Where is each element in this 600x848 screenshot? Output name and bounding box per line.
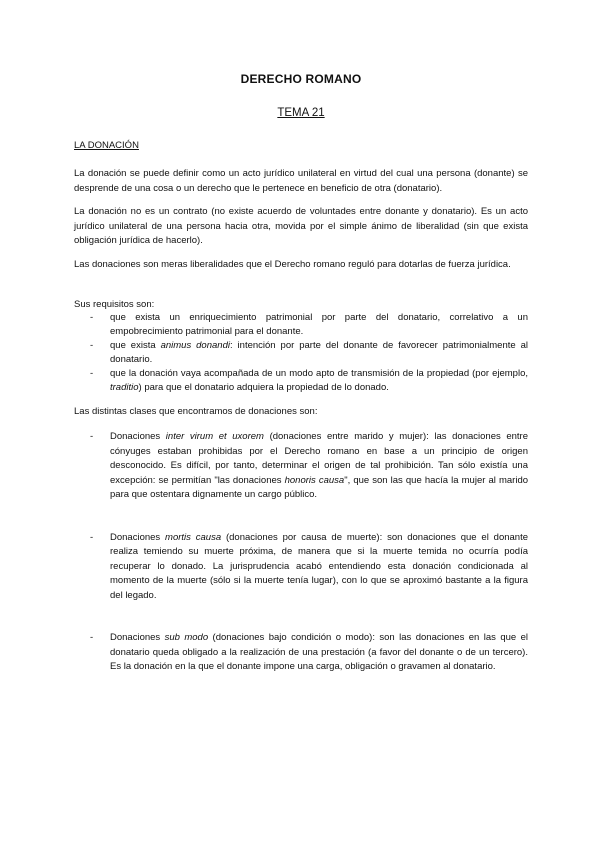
liberalities-paragraph: Las donaciones son meras liberalidades que el Derecho romano reguló para dotarlas de fuerza jurídica. [74,259,511,270]
class-text-post: (donaciones por causa de muerte): son donaciones que el donante realiza temiendo su muerte próxima, de manera que si la muerte temida no ocurría podía recuperar lo donado. La jurisprudencia acabó entendiendo esta donación condicionada al momento de la muerte (sólo si la muerte tenía lugar), con lo que se aproximó bastante a la figura del legado. [110,531,529,601]
dash-bullet: - [90,632,94,643]
class-text-mid: (donaciones entre marido y mujer): las donaciones entre cónyuges estaban prohibidas por el Derecho romano en base a un principio de origen desconocido. Es difícil, por tanto, determinar el origen de tal prohibición. Tan sólo existía una excepción: se permitían "las donaciones [110,431,529,486]
dash-bullet: - [90,431,94,442]
dash-bullet: - [90,340,94,351]
class-text-pre: Donaciones [110,632,165,643]
requirements-intro: Sus requisitos son: [74,299,155,310]
requirement-text-pre: que la donación vaya acompañada de un modo apto de transmisión de la propiedad (por ejemplo, [110,368,528,379]
list-item [74,631,528,675]
requirement-text-pre: que exista [110,340,161,351]
class-term: mortis causa [165,531,222,543]
requirement-text-post: : intención por parte del donante de favorecer patrimonialmente al donatario. [110,340,528,365]
requirement-term: animus donandi [160,340,230,351]
requirement-text: que exista un enriquecimiento patrimonial por parte del donatario, correlativo a un empobrecimiento patrimonial para el donante. [110,312,528,337]
requirement-term: traditio [110,382,139,393]
requirements-list [74,311,528,395]
document-title: DERECHO ROMANO [240,72,362,86]
class-text-post: ", que son las que hacía la mujer al marido para que ostentara dignamente un cargo público. [110,474,529,500]
class-term: honoris causa [284,474,345,486]
list-item [74,339,528,367]
dash-bullet: - [90,312,94,323]
class-text-pre: Donaciones [110,531,166,543]
not-contract-paragraph: La donación no es un contrato (no existe acuerdo de voluntades entre donante y donatario). Es un acto jurídico unilateral de una persona hacia otra, movida por el simple ánimo de liberalidad (sin que exista obligación jurídica de hacerlo). [74,206,528,246]
dash-bullet: - [90,531,94,543]
donation-classes-list [74,430,528,675]
class-text-pre: Donaciones [110,431,166,442]
list-item [74,367,528,395]
class-term: inter virum et uxorem [165,431,264,442]
section-heading: LA DONACIÓN [74,140,139,151]
requirement-text-post: ) para que el donatario adquiera la propiedad de lo donado. [138,382,389,393]
list-item [74,531,528,604]
list-item [74,430,528,503]
classes-intro: Las distintas clases que encontramos de donaciones son: [74,406,318,417]
class-term: sub modo [164,632,209,643]
list-item [74,311,528,339]
dash-bullet: - [90,368,94,379]
topic-subtitle: TEMA 21 [277,107,325,119]
definition-paragraph: La donación se puede definir como un acto jurídico unilateral en virtud del cual una persona (donante) se desprende de una cosa o un derecho que le pertenece en beneficio de otra (donatario). [74,168,528,194]
class-text-post: (donaciones bajo condición o modo): son las donaciones en las que el donatario queda obligado a la realización de una prestación (a favor del donante o de un tercero). Es la donación en la que el donante impone una carga, obligación o gravamen al donatario. [110,632,528,672]
